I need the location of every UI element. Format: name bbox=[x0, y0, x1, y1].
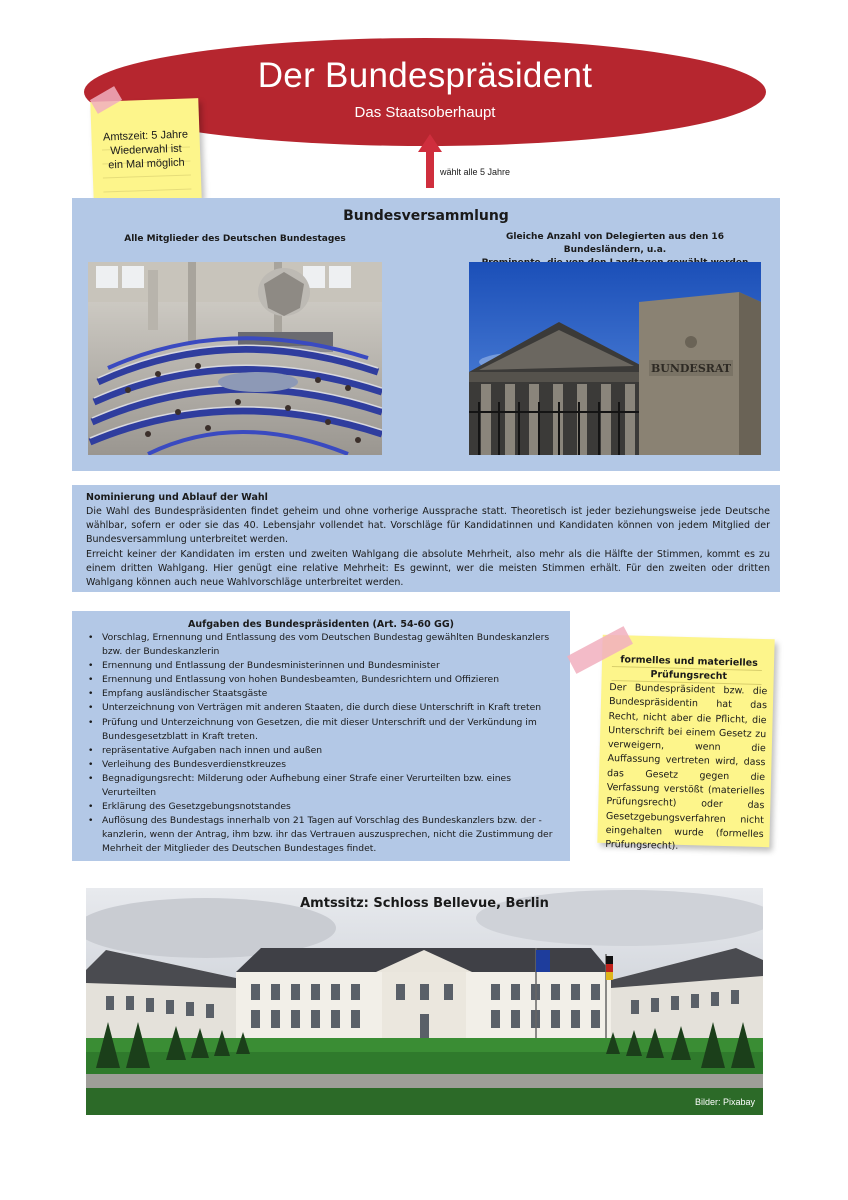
wahl-paragraph-1: Die Wahl des Bundespräsidenten findet geheim und ohne vorherige Aussprache statt. Theoretisch ist jeder beziehungsweise jede Deutsche wählbar, sofern er oder sie das 40. Lebensjahr vollendet hat. Vorschläge für Kandidatinnen und Kandidaten können von jedem Mitglied der Bundesversammlung unterbreitet werden. bbox=[86, 506, 770, 546]
aufgaben-panel bbox=[72, 611, 570, 861]
term-line-3: ein Mal möglich bbox=[108, 156, 185, 172]
arrow-label: wählt alle 5 Jahre bbox=[440, 167, 511, 177]
wahl-title: Nominierung und Ablauf der Wahl bbox=[86, 492, 268, 503]
list-item: • Erklärung des Gesetzgebungsnotstandes bbox=[102, 800, 558, 814]
pruefungsrecht-title: formelles und materielles Prüfungsrecht bbox=[620, 654, 758, 683]
aufgaben-list bbox=[102, 631, 558, 857]
list-item: • Ernennung und Entlassung von hohen Bundesbeamten, Bundesrichtern und Offizieren bbox=[102, 673, 558, 687]
list-item: • Unterzeichnung von Verträgen mit anderen Staaten, die durch diese Unterschrift in Kraft treten bbox=[102, 701, 558, 715]
list-item: • repräsentative Aufgaben nach innen und außen bbox=[102, 744, 558, 758]
pruefungsrecht-sticky-note bbox=[597, 635, 774, 853]
aufgaben-title: Aufgaben des Bundespräsidenten (Art. 54-60 GG) bbox=[188, 619, 454, 630]
bundestag-label: Alle Mitglieder des Deutschen Bundestages bbox=[124, 234, 346, 244]
wahl-text bbox=[86, 505, 770, 590]
bundesrat-building-photo bbox=[469, 262, 761, 455]
wahl-panel bbox=[72, 485, 780, 592]
delegates-label-line1: Gleiche Anzahl von Delegierten aus den 16 Bundesländern, u.a. bbox=[506, 232, 724, 255]
list-item: • Prüfung und Unterzeichnung von Gesetzen, die mit dieser Unterschrift und der Verkündung im Bundesgesetzblatt in Kraft treten. bbox=[102, 716, 558, 744]
page-subtitle: Das Staatsoberhaupt bbox=[354, 104, 496, 121]
pruefungsrecht-text: Der Bundespräsident bzw. die Bundespräsidentin hat das Recht, nicht aber die Pflicht, die Unterschrift bei einem Gesetz zu verweigern, wenn die Auffassung vertreten wird, dass das Gesetz gegen die Verfassung verstößt (materielles Prüfungsrecht) oder das Gesetzgebungsverfahren nicht eingehalten wurde (formelles Prüfungsrecht). bbox=[605, 681, 768, 853]
term-line-1: Amtszeit: 5 Jahre bbox=[102, 128, 189, 144]
schloss-caption: Amtssitz: Schloss Bellevue, Berlin bbox=[300, 896, 549, 911]
list-item: • Empfang ausländischer Staatsgäste bbox=[102, 687, 558, 701]
term-line-2: Wiederwahl ist bbox=[110, 142, 182, 158]
term-sticky-note bbox=[90, 98, 201, 202]
list-item: • Vorschlag, Ernennung und Entlassung des vom Deutschen Bundestag gewählten Bundeskanzlers bzw. der Bundeskanzlerin bbox=[102, 631, 558, 659]
bundestag-plenary-photo bbox=[88, 262, 382, 455]
schloss-bellevue-photo bbox=[86, 888, 763, 1115]
list-item: • Ernennung und Entlassung der Bundesministerinnen und Bundesminister bbox=[102, 659, 558, 673]
bundesrat-sign-text: BUNDESRAT bbox=[650, 362, 732, 375]
bundesversammlung-title: Bundesversammlung bbox=[343, 208, 509, 224]
image-credit: Bilder: Pixabay bbox=[694, 1097, 755, 1107]
list-item: • Auflösung des Bundestags innerhalb von 21 Tagen auf Vorschlag des Bundeskanzlers bzw. der - kanzlerin, wenn der Antrag, ihm bzw. ihr das Vertrauen auszusprechen, nicht die Zustimmung der Mehrheit der Mitglieder des Deutschen Bundestages findet. bbox=[102, 814, 558, 856]
wahl-paragraph-2: Erreicht keiner der Kandidaten im ersten und zweiten Wahlgang die absolute Mehrheit, also mehr als die Hälfte der Stimmen, kommt es zu einem dritten Wahlgang. Hier genügt eine relative Mehrheit: Es gewinnt, wer die meisten Stimmen erhält. Für den zweiten oder dritten Wahlgang können auch neue Wahlvorschläge unterbreitet werden. bbox=[86, 548, 770, 589]
term-note-text bbox=[97, 127, 194, 172]
bundesversammlung-panel bbox=[72, 198, 780, 471]
list-item: • Verleihung des Bundesverdienstkreuzes bbox=[102, 758, 558, 772]
list-item: • Begnadigungsrecht: Milderung oder Aufhebung einer Strafe einer Verurteilten bzw. eines Verurteilten bbox=[102, 772, 558, 800]
arrow-shaft bbox=[426, 150, 434, 188]
page-title: Der Bundespräsident bbox=[257, 56, 593, 95]
